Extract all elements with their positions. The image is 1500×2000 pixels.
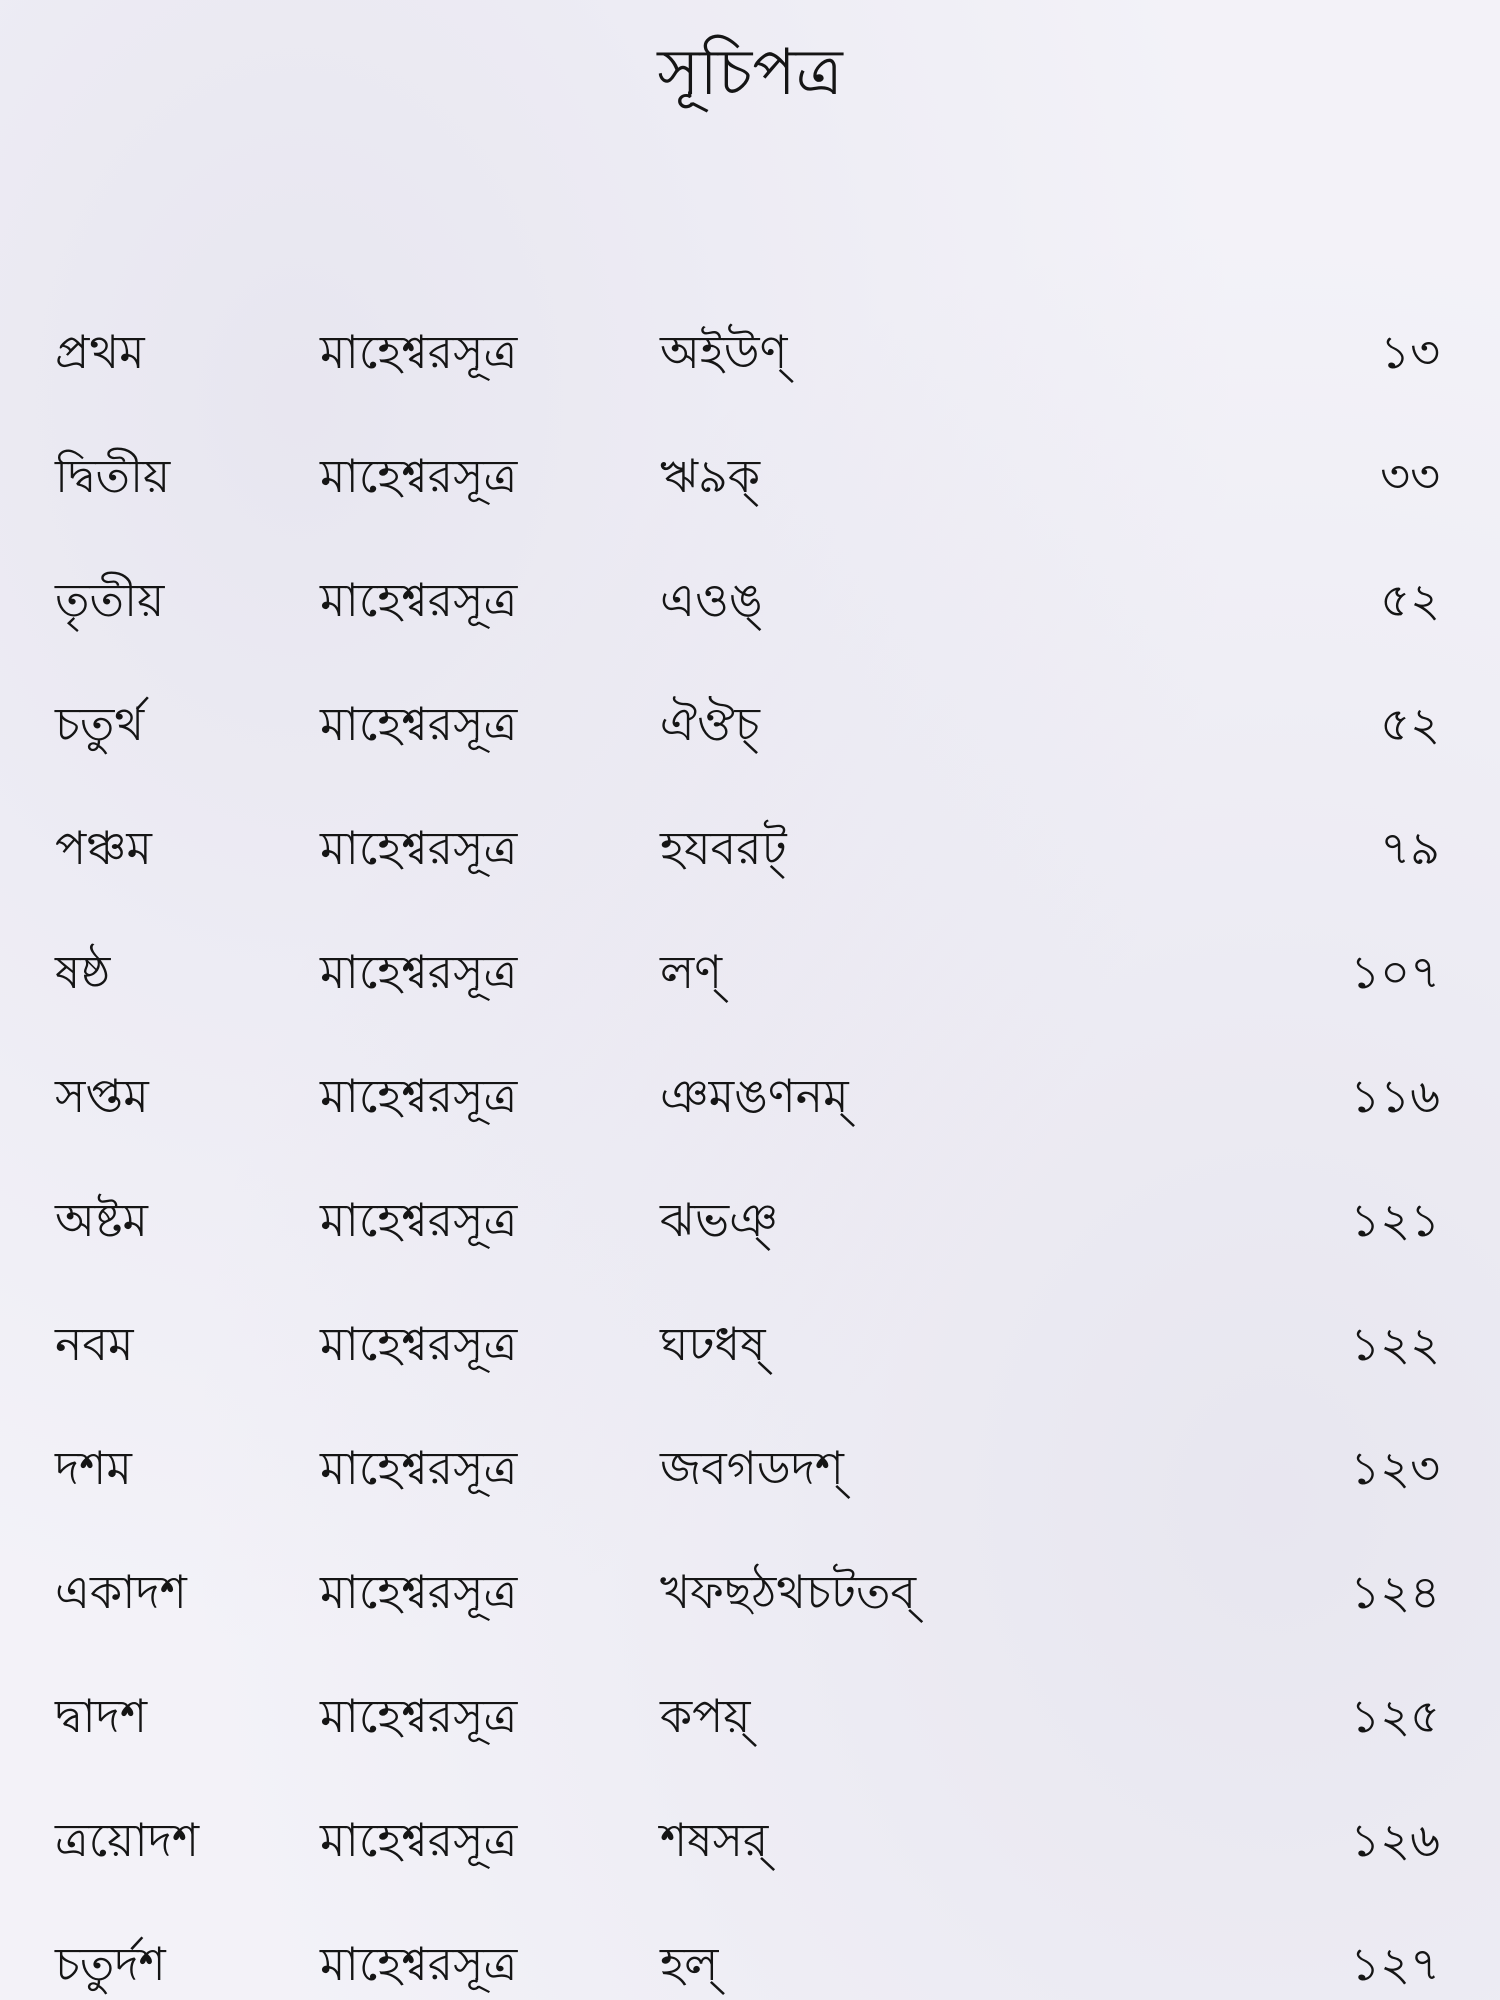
toc-ordinal: পঞ্চম <box>55 821 152 875</box>
toc-sutra-label: মাহেশ্বরসূত্র <box>320 449 518 503</box>
toc-sutra-name: অইউণ্ <box>660 325 788 379</box>
toc-row <box>0 662 1500 786</box>
toc-row <box>0 414 1500 538</box>
toc-ordinal: দ্বাদশ <box>55 1689 148 1743</box>
toc-page-number: ৫২ <box>1380 697 1440 751</box>
toc-page-number: ১২১ <box>1350 1193 1440 1247</box>
toc-page-number: ১১৬ <box>1350 1069 1440 1123</box>
toc-sutra-label: মাহেশ্বরসূত্র <box>320 821 518 875</box>
table-of-contents <box>0 290 1500 2000</box>
toc-page-number: ১২৫ <box>1350 1689 1440 1743</box>
toc-sutra-label: মাহেশ্বরসূত্র <box>320 1565 518 1619</box>
toc-row <box>0 1902 1500 2000</box>
toc-sutra-name: শষসর্ <box>660 1813 769 1867</box>
toc-sutra-name: ঋ৯ক্ <box>660 449 761 503</box>
toc-sutra-name: ঝভঞ্ <box>660 1193 778 1247</box>
toc-sutra-label: মাহেশ্বরসূত্র <box>320 697 518 751</box>
toc-page-number: ১২৭ <box>1350 1937 1440 1991</box>
toc-page-number: ১৩ <box>1380 325 1440 379</box>
toc-sutra-label: মাহেশ্বরসূত্র <box>320 1193 518 1247</box>
toc-row <box>0 290 1500 414</box>
toc-sutra-label: মাহেশ্বরসূত্র <box>320 1317 518 1371</box>
toc-row <box>0 1778 1500 1902</box>
toc-sutra-label: মাহেশ্বরসূত্র <box>320 945 518 999</box>
toc-sutra-name: হল্ <box>660 1937 719 1991</box>
toc-sutra-name: এওঙ্ <box>660 573 763 627</box>
toc-ordinal: চতুর্দশ <box>55 1937 166 1991</box>
toc-row <box>0 1282 1500 1406</box>
toc-row <box>0 1158 1500 1282</box>
toc-sutra-label: মাহেশ্বরসূত্র <box>320 1813 518 1867</box>
toc-sutra-label: মাহেশ্বরসূত্র <box>320 573 518 627</box>
toc-sutra-label: মাহেশ্বরসূত্র <box>320 1689 518 1743</box>
toc-sutra-label: মাহেশ্বরসূত্র <box>320 325 518 379</box>
toc-ordinal: প্রথম <box>55 325 145 379</box>
toc-ordinal: দশম <box>55 1441 132 1495</box>
toc-page-number: ১২৪ <box>1350 1565 1440 1619</box>
toc-sutra-name: ঞমঙণনম্ <box>660 1069 849 1123</box>
toc-page-number: ৭৯ <box>1380 821 1440 875</box>
toc-sutra-name: কপয়্ <box>660 1689 751 1743</box>
toc-sutra-label: মাহেশ্বরসূত্র <box>320 1937 518 1991</box>
toc-page-number: ৩৩ <box>1380 449 1440 503</box>
toc-sutra-label: মাহেশ্বরসূত্র <box>320 1069 518 1123</box>
page-title: সূচিপত্র <box>657 36 843 110</box>
toc-sutra-name: জবগডদশ্ <box>660 1441 844 1495</box>
toc-page-number: ১২৩ <box>1350 1441 1440 1495</box>
toc-row <box>0 786 1500 910</box>
toc-ordinal: নবম <box>55 1317 134 1371</box>
toc-ordinal: ত্রয়োদশ <box>55 1813 200 1867</box>
toc-sutra-label: মাহেশ্বরসূত্র <box>320 1441 518 1495</box>
toc-page-number: ৫২ <box>1380 573 1440 627</box>
toc-row <box>0 910 1500 1034</box>
toc-row <box>0 1654 1500 1778</box>
toc-ordinal: দ্বিতীয় <box>55 449 171 503</box>
toc-sutra-name: ঘঢধষ্ <box>660 1317 766 1371</box>
toc-ordinal: অষ্টম <box>55 1193 148 1247</box>
toc-page-number: ১০৭ <box>1350 945 1440 999</box>
toc-page-number: ১২৬ <box>1350 1813 1440 1867</box>
toc-page-number: ১২২ <box>1350 1317 1440 1371</box>
toc-ordinal: ষষ্ঠ <box>55 945 111 999</box>
toc-row <box>0 1530 1500 1654</box>
toc-row <box>0 1034 1500 1158</box>
toc-row <box>0 538 1500 662</box>
toc-ordinal: সপ্তম <box>55 1069 149 1123</box>
toc-sutra-name: লণ্ <box>660 945 723 999</box>
toc-row <box>0 1406 1500 1530</box>
toc-ordinal: চতুর্থ <box>55 697 145 751</box>
toc-sutra-name: খফছঠথচটতব্ <box>660 1565 917 1619</box>
toc-sutra-name: হযবরট্ <box>660 821 787 875</box>
toc-ordinal: একাদশ <box>55 1565 187 1619</box>
toc-ordinal: তৃতীয় <box>55 573 165 627</box>
toc-sutra-name: ঐঔচ্ <box>660 697 760 751</box>
